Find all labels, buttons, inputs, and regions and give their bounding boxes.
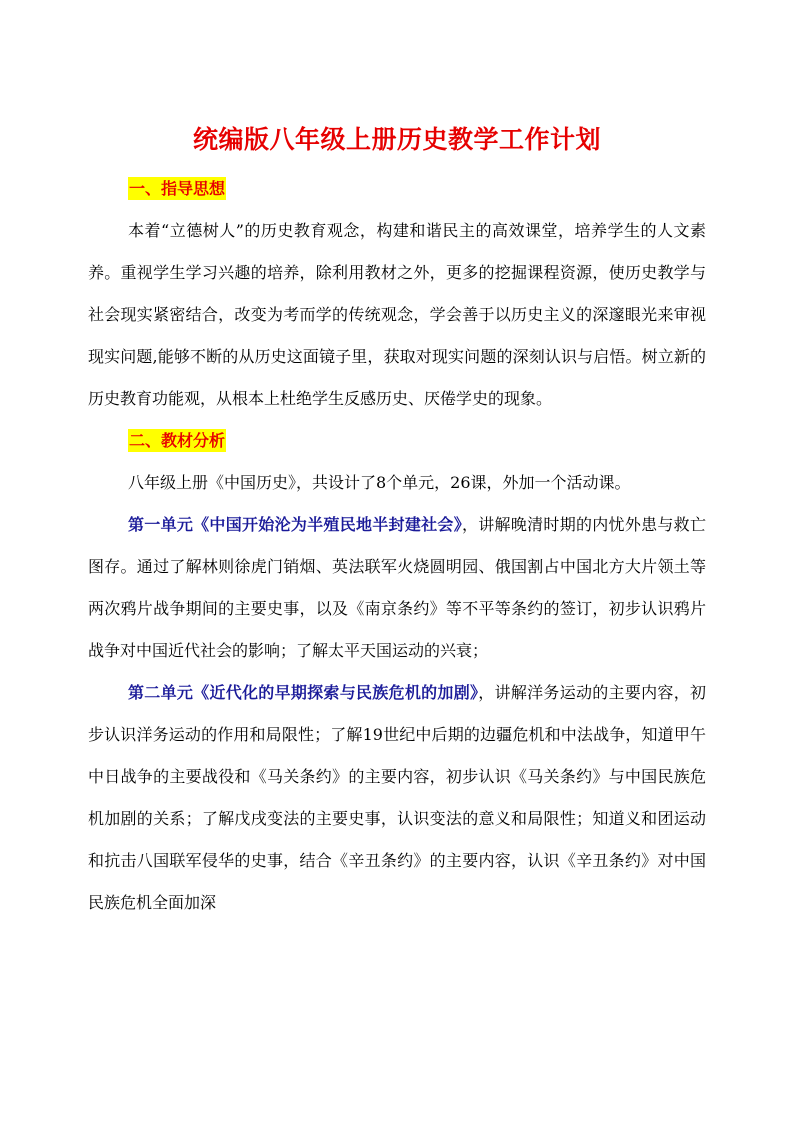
unit-two-text: ，讲解洋务运动的主要内容，初步认识洋务运动的作用和局限性；了解19世纪中后期的边疆危机和中法战争，知道甲午中日战争的主要战役和《马关条约》的主要内容，初步认识《马关条约》与中国民族危机加剧的关系；了解戊戌变法的主要史事，认识变法的意义和局限性；知道义和团运动和抗击八国联军侵华的史事，结合《辛丑条约》的主要内容，认识《辛丑条约》对中国民族危机全面加深: [88, 683, 706, 912]
section-heading-textbook-analysis: [88, 420, 706, 462]
document-body: [88, 168, 706, 924]
unit-one-text: ，讲解晚清时期的内忧外患与救亡图存。通过了解林则徐虎门销烟、英法联军火烧圆明园、俄国割占中国北方大片领土等两次鸦片战争期间的主要史事，以及《南京条约》等不平等条约的签订，初步认识鸦片战争对中国近代社会的影响；了解太平天国运动的兴衰；: [88, 515, 706, 660]
guiding-ideology-paragraph: 本着“立德树人”的历史教育观念，构建和谐民主的高效课堂，培养学生的人文素养。重视学生学习兴趣的培养，除利用教材之外，更多的挖掘课程资源，使历史教学与社会现实紧密结合，改变为考而学的传统观念，学会善于以历史主义的深邃眼光来审视现实问题,能够不断的从历史这面镜子里，获取对现实问题的深刻认识与启悟。树立新的历史教育功能观，从根本上杜绝学生反感历史、厌倦学史的现象。: [88, 221, 706, 408]
section-heading-label: 一、指导思想: [129, 179, 226, 198]
document-title: 统编版八年级上册历史教学工作计划: [192, 125, 601, 154]
section-heading-label: 二、教材分析: [129, 431, 226, 450]
unit-one-title: 第一单元《中国开始沦为半殖民地半封建社会》: [128, 515, 462, 534]
unit-two-title: 第二单元《近代化的早期探索与民族危机的加剧》: [128, 683, 479, 702]
unit-one-paragraph: [88, 504, 706, 672]
textbook-intro-paragraph: 八年级上册《中国历史》，共设计了8个单元，26课，外加一个活动课。: [128, 473, 631, 492]
section-heading-guiding-ideology: [88, 168, 706, 210]
unit-two-paragraph: [88, 672, 706, 924]
